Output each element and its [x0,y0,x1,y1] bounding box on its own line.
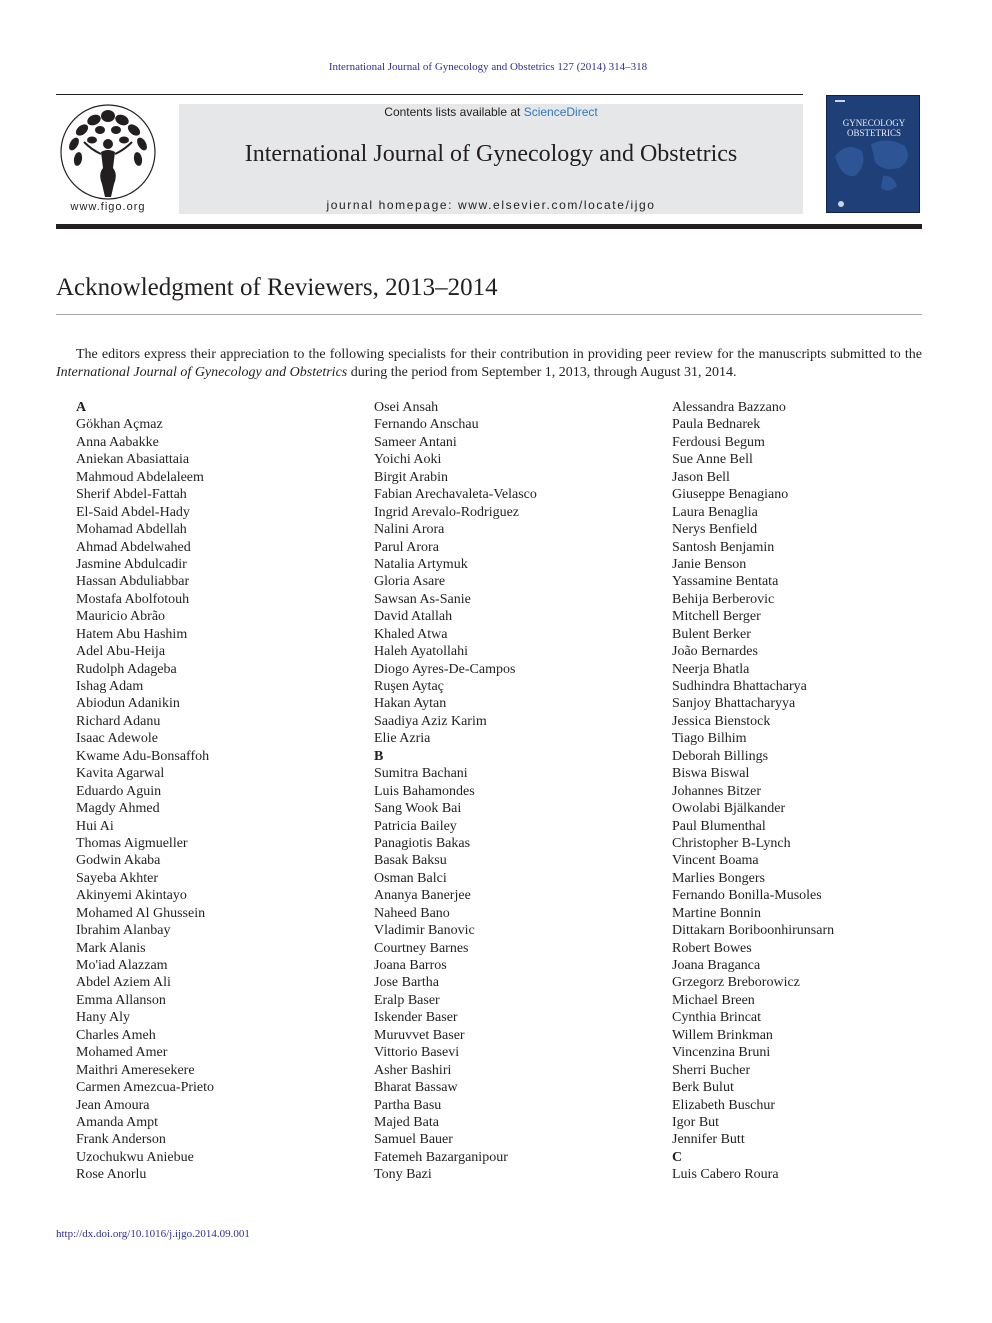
reviewer-name: Fatemeh Bazarganipour [374,1149,508,1165]
reviewer-name: Hakan Aytan [374,696,447,712]
reviewer-name: Sue Anne Bell [672,452,753,468]
reviewer-name: Godwin Akaba [76,853,161,869]
reviewer-name: Luis Bahamondes [374,783,475,799]
reviewer-name: Akinyemi Akintayo [76,888,187,904]
reviewer-name: Elizabeth Buschur [672,1097,776,1113]
reviewer-name: Courtney Barnes [374,940,469,956]
reviewer-name: Sumitra Bachani [374,766,468,782]
reviewer-name: Patricia Bailey [374,818,457,834]
reviewer-name: Jose Bartha [374,975,439,991]
reviewer-name: Gloria Asare [374,574,446,590]
reviewer-name: Ishag Adam [76,679,144,694]
reviewer-name: Hany Aly [76,1010,131,1026]
reviewer-name: Emma Allanson [76,992,166,1008]
journal-citation: International Journal of Gynecology and Obstetrics 127 (2014) 314–318 [328,61,648,73]
reviewer-name: Ferdousi Begum [672,434,765,450]
reviewer-name: Fernando Anschau [374,417,479,433]
reviewer-name: Eralp Baser [374,992,440,1008]
reviewer-name: Saadiya Aziz Karim [374,713,487,729]
reviewer-name: Majed Bata [374,1114,439,1130]
reviewer-name: Martine Bonnin [672,905,762,921]
reviewer-name: Vincenzina Bruni [672,1045,771,1061]
reviewer-name: Sameer Antani [374,434,457,450]
reviewer-name: Behija Berberovic [672,591,775,607]
figo-logo [56,102,160,214]
reviewer-name: Rudolph Adageba [76,661,177,677]
reviewer-name: Jason Bell [672,469,730,485]
reviewer-name: Christopher B-Lynch [672,835,791,851]
journal-homepage[interactable]: journal homepage: www.elsevier.com/locate/ijgo [326,198,656,212]
reviewer-name: Carmen Amezcua-Prieto [76,1080,215,1096]
reviewer-name: Fabian Arechavaleta-Velasco [374,487,537,503]
reviewer-name: Santosh Benjamin [672,539,775,555]
reviewer-name: Ruşen Aytaç [374,679,444,694]
reviewer-column-3 [672,399,962,1184]
reviewer-name: Frank Anderson [76,1132,166,1148]
article-title: Acknowledgment of Reviewers, 2013–2014 [56,274,498,301]
reviewer-name: Adel Abu-Heija [76,644,166,660]
reviewer-name: Janie Benson [672,556,747,572]
reviewer-name: Ananya Banerjee [374,888,471,904]
reviewer-name: Mitchell Berger [672,609,761,625]
reviewer-name: Jennifer Butt [672,1132,745,1148]
reviewer-name: Joana Braganca [672,958,761,973]
reviewer-name: Naheed Bano [374,905,450,921]
figo-url: www.figo.org [70,201,146,213]
reviewer-name: Owolabi Bjälkander [672,801,786,817]
reviewer-name: Hui Ai [76,818,114,834]
reviewer-name: Jean Amoura [76,1097,150,1113]
journal-title: International Journal of Gynecology and Obstetrics [244,141,738,167]
reviewer-name: Sherri Bucher [672,1062,751,1078]
reviewer-name: Ingrid Arevalo-Rodriguez [374,504,520,520]
reviewer-name: Mo'iad Alazzam [76,958,168,973]
reviewer-name: Asher Bashiri [374,1062,452,1078]
reviewer-name: Sudhindra Bhattacharya [672,679,807,694]
reviewer-name: Tony Bazi [374,1167,432,1183]
reviewer-name: Maithri Ameresekere [76,1062,195,1078]
reviewer-name: Osman Balci [374,870,447,886]
cover-title-line1: GYNECOLOGY [842,118,906,128]
reviewer-name: Luis Cabero Roura [672,1167,779,1183]
reviewer-name: Dittakarn Boriboonhirunsarn [672,923,835,939]
reviewer-name: Haleh Ayatollahi [374,644,468,660]
reviewer-name: Tiago Bilhim [672,731,747,747]
reviewer-name: Muruvvet Baser [374,1027,465,1043]
reviewer-name: Sanjoy Bhattacharyya [672,696,796,712]
reviewer-name: Vittorio Basevi [374,1045,460,1061]
reviewer-column-1 [76,399,366,1184]
intro-text-2: during the period from September 1, 2013, through August 31, 2014. [347,364,737,380]
reviewer-name: Mohamad Abdellah [76,522,187,538]
reviewer-name: Giuseppe Benagiano [672,487,789,503]
reviewer-name: Willem Brinkman [672,1027,773,1043]
reviewer-name: Igor But [672,1114,720,1130]
reviewer-name: Hassan Abduliabbar [76,574,190,590]
reviewer-name: Cynthia Brincat [672,1010,762,1026]
reviewer-name: Iskender Baser [374,1010,458,1026]
intro-journal-name: International Journal of Gynecology and Obstetrics [56,364,348,380]
reviewer-name: Parul Arora [374,539,439,555]
reviewer-name: Mostafa Abolfotouh [76,591,190,607]
reviewer-name: Hatem Abu Hashim [76,626,188,642]
cover-map-graphic [827,96,920,213]
contents-prefix: Contents lists available at [384,105,524,119]
header-thick-rule [56,224,922,229]
reviewer-name: Mark Alanis [76,940,146,956]
reviewer-name: Laura Benaglia [672,504,758,520]
reviewer-name: Sherif Abdel-Fattah [76,487,187,503]
reviewer-name: Birgit Arabin [374,469,449,485]
reviewer-name: Anna Aabakke [76,434,159,450]
reviewer-name: Richard Adanu [76,713,161,729]
reviewer-column-2 [374,399,664,1184]
section-letter: B [374,748,384,764]
reviewer-name: Abiodun Adanikin [76,696,180,712]
contents-line [179,105,803,119]
reviewer-name: Rose Anorlu [76,1167,147,1183]
cover-title-line2: OBSTETRICS [846,128,901,138]
reviewer-name: Vladimir Banovic [374,923,475,939]
section-letter: A [76,400,87,415]
reviewer-name: Panagiotis Bakas [374,835,471,851]
header-divider [56,94,803,95]
reviewer-name: Mauricio Abrão [76,609,166,625]
reviewer-name: João Bernardes [672,644,758,660]
reviewer-name: Khaled Atwa [374,626,448,642]
reviewer-name: Charles Ameh [76,1027,156,1043]
reviewer-name: Magdy Ahmed [76,801,160,817]
reviewer-name: Yoichi Aoki [374,452,442,468]
reviewer-name: Diogo Ayres-De-Campos [374,661,516,677]
reviewer-name: Samuel Bauer [374,1132,453,1148]
reviewer-name: Sawsan As-Sanie [374,591,471,607]
reviewer-name: Vincent Boama [672,853,759,869]
reviewer-name: Abdel Aziem Ali [76,975,171,991]
reviewer-name: Kavita Agarwal [76,766,165,782]
reviewer-name: Aniekan Abasiattaia [76,452,190,468]
reviewer-name: Uzochukwu Aniebue [76,1149,194,1165]
reviewer-name: Thomas Aigmueller [76,835,188,851]
reviewer-name: Eduardo Aguin [76,783,162,799]
reviewer-name: Jasmine Abdulcadir [76,556,187,572]
reviewer-name: El-Said Abdel-Hady [76,504,190,520]
reviewer-name: Isaac Adewole [76,731,159,747]
reviewer-name: Basak Baksu [374,853,447,869]
reviewer-name: Yassamine Bentata [672,574,779,590]
reviewer-name: Grzegorz Breborowicz [672,975,800,991]
reviewer-name: Robert Bowes [672,940,752,956]
reviewer-name: Jessica Bienstock [672,713,771,729]
reviewer-name: Joana Barros [374,958,447,973]
reviewer-name: Johannes Bitzer [672,783,762,799]
reviewer-name: David Atallah [374,609,453,625]
reviewer-name: Neerja Bhatla [672,661,750,677]
reviewer-name: Osei Ansah [374,400,439,415]
reviewer-name: Paula Bednarek [672,417,761,433]
reviewer-name: Mohamed Amer [76,1045,168,1061]
reviewer-name: Bharat Bassaw [374,1080,458,1096]
reviewer-name: Ahmad Abdelwahed [76,539,191,555]
doi-link[interactable]: http://dx.doi.org/10.1016/j.ijgo.2014.09.001 [56,1228,250,1240]
sciencedirect-link[interactable]: ScienceDirect [523,105,598,119]
reviewer-name: Deborah Billings [672,748,769,764]
reviewer-name: Fernando Bonilla-Musoles [672,888,822,904]
reviewer-name: Elie Azria [374,731,431,747]
reviewer-name: Sayeba Akhter [76,870,159,886]
reviewer-name: Kwame Adu-Bonsaffoh [76,748,210,764]
reviewer-name: Mohamed Al Ghussein [76,905,206,921]
intro-paragraph [56,346,922,381]
journal-cover [826,95,920,213]
reviewer-name: Nerys Benfield [672,522,758,538]
intro-text-1: The editors express their appreciation to the following specialists for their contribution in providing peer review for the manuscripts submitted to the [76,347,922,362]
reviewer-name: Nalini Arora [374,522,445,538]
cover-title [827,118,920,138]
reviewer-name: Amanda Ampt [76,1114,159,1130]
reviewer-name: Marlies Bongers [672,870,765,886]
reviewer-name: Mahmoud Abdelaleem [76,469,204,485]
reviewer-name: Gökhan Açmaz [76,417,163,433]
reviewer-name: Paul Blumenthal [672,818,766,834]
reviewer-name: Biswa Biswal [672,766,750,782]
reviewer-name: Natalia Artymuk [374,556,468,572]
reviewer-name: Ibrahim Alanbay [76,923,171,939]
section-letter: C [672,1149,683,1165]
reviewer-name: Bulent Berker [672,626,751,642]
reviewer-name: Alessandra Bazzano [672,400,786,415]
title-divider [56,314,922,315]
reviewer-name: Partha Basu [374,1097,442,1113]
reviewer-name: Sang Wook Bai [374,801,462,817]
reviewer-name: Michael Breen [672,992,755,1008]
reviewer-name: Berk Bulut [672,1080,734,1096]
